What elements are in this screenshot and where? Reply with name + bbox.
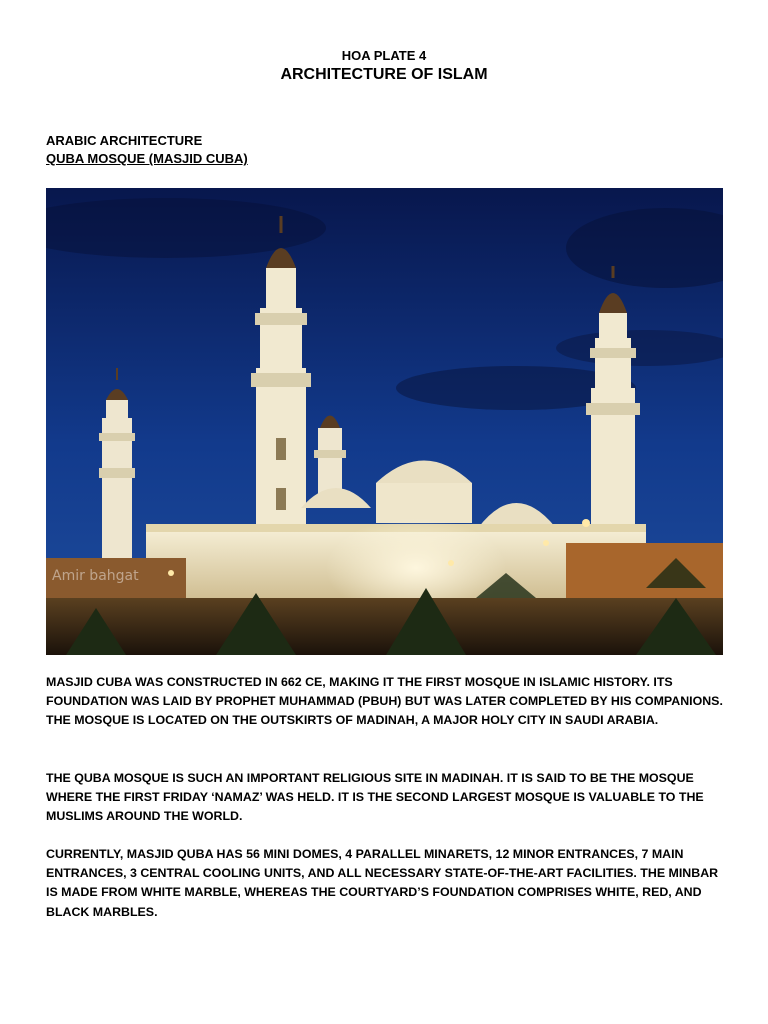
body-paragraph-1: MASJID CUBA WAS CONSTRUCTED IN 662 CE, MAKING IT THE FIRST MOSQUE IN ISLAMIC HISTORY. ITS FOUNDATION WAS LAID BY PROPHET MUHAMMAD (PBUH) BUT WAS LATER COMPLETED BY HIS COMPANIONS. THE MOSQUE IS LOCATED ON THE OUTSKIRTS OF MADINAH, A MAJOR HOLY CITY IN SAUDI ARABIA. [46,675,723,728]
plate-label: HOA PLATE 4 [341,48,427,63]
body-paragraph-3: CURRENTLY, MASJID QUBA HAS 56 MINI DOMES, 4 PARALLEL MINARETS, 12 MINOR ENTRANCES, 7 MAIN ENTRANCES, 3 CENTRAL COOLING UNITS, AND ALL NECESSARY STATE-OF-THE-ART FACILITIES. THE MINBAR IS MADE FROM WHITE MARBLE, WHEREAS THE COURTYARD’S FOUNDATION COMPRISES WHITE, RED, AND BLACK MARBLES. [46,847,719,919]
ground [46,598,723,655]
body-paragraph-2: THE QUBA MOSQUE IS SUCH AN IMPORTANT RELIGIOUS SITE IN MADINAH. IT IS SAID TO BE THE MOSQUE WHERE THE FIRST FRIDAY ‘NAMAZ’ WAS HELD. IT IS THE SECOND LARGEST MOSQUE IS VALUABLE TO THE MUSLIMS AROUND THE WORLD. [46,771,704,824]
section-subheading: QUBA MOSQUE (MASJID CUBA) [46,151,248,166]
photo-watermark: Amir bahgat [52,568,139,584]
page-title: ARCHITECTURE OF ISLAM [280,66,488,83]
section-heading: ARABIC ARCHITECTURE [46,133,203,148]
mosque-photo [46,188,723,655]
